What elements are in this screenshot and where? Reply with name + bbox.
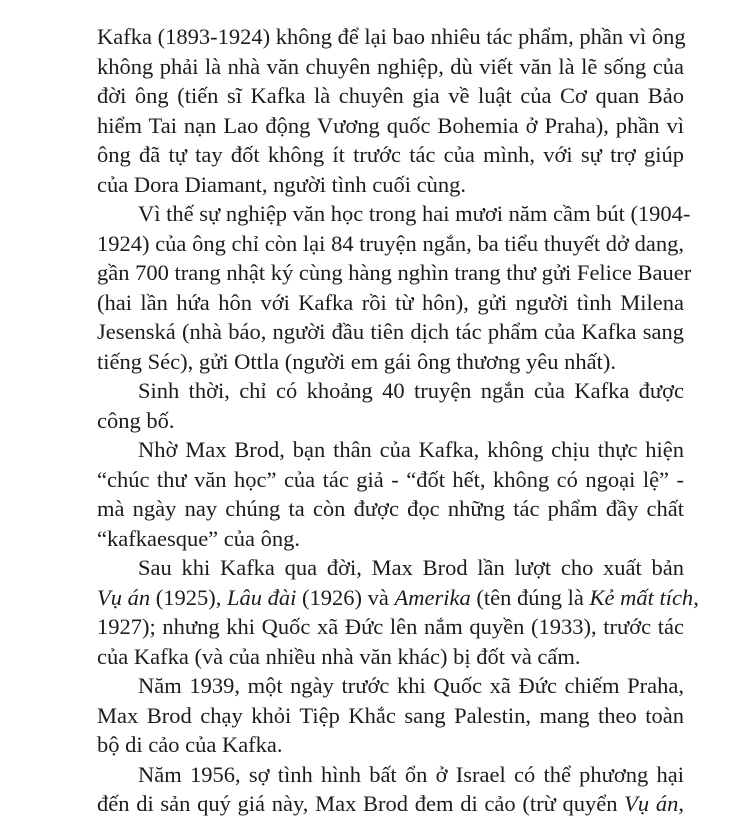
text-segment: của Kafka (và của nhiều nhà văn khác) bị đốt và cấm. xyxy=(97,643,581,669)
text-segment: “chúc thư văn học” của tác giả - “đốt hết, không có ngoại lệ” - xyxy=(97,466,684,492)
text-segment: tiếng Séc), gửi Ottla (người em gái ông thương yêu nhất). xyxy=(97,348,617,374)
paragraph xyxy=(97,199,692,376)
text-segment: (1925), xyxy=(150,584,227,610)
text-segment: ông đã tự tay đốt không ít trước tác của mình, với sự trợ giúp xyxy=(97,142,684,167)
text-segment: (tên đúng là xyxy=(470,584,590,610)
text-segment: không phải là nhà văn chuyên nghiệp, dù viết văn là lẽ sống của xyxy=(97,53,684,79)
text-line xyxy=(97,435,684,465)
paragraph xyxy=(97,376,684,435)
text-line xyxy=(97,465,684,495)
text-segment: Sau khi Kafka qua đời, Max Brod lần lượt cho xuất bản xyxy=(138,555,684,580)
text-line xyxy=(97,553,684,583)
text-line xyxy=(97,524,684,554)
text-segment: đến di sản quý giá này, Max Brod đem di cảo (trừ quyển xyxy=(97,791,625,816)
text-segment: của Dora Diamant, người tình cuối cùng. xyxy=(97,171,466,197)
text-line xyxy=(97,760,684,790)
text-segment: Năm 1956, sợ tình hình bất ổn ở Israel có thể phương hại xyxy=(138,761,684,787)
document-page xyxy=(97,22,699,819)
text-segment: Vì thế sự nghiệp văn học trong hai mươi năm cầm bút (1904- xyxy=(138,201,691,226)
text-segment: 1924) của ông chỉ còn lại 84 truyện ngắn, ba tiểu thuyết dở dang, xyxy=(97,230,684,256)
text-line xyxy=(97,170,684,200)
text-line xyxy=(97,111,684,141)
paragraph xyxy=(97,553,699,671)
text-line xyxy=(97,22,684,52)
text-segment: gần 700 trang nhật ký cùng hàng nghìn trang thư gửi Felice Bauer xyxy=(97,260,692,285)
italic-title-text: Vụ án xyxy=(97,584,151,610)
text-line xyxy=(97,258,692,288)
text-segment: (1926) và xyxy=(296,584,395,610)
text-segment: bộ di cảo của Kafka. xyxy=(97,732,283,757)
text-segment: công bố. xyxy=(97,407,175,433)
text-line xyxy=(97,789,684,819)
text-line xyxy=(97,199,691,229)
text-segment: , xyxy=(693,584,699,610)
text-line xyxy=(97,288,684,318)
text-segment: đời ông (tiến sĩ Kafka là chuyên gia về luật của Cơ quan Bảo xyxy=(97,83,684,108)
text-line xyxy=(97,671,684,701)
italic-title-text: Kẻ mất tích xyxy=(589,584,694,610)
text-line xyxy=(97,406,684,436)
text-segment: Nhờ Max Brod, bạn thân của Kafka, không chịu thực hiện xyxy=(138,437,684,462)
text-line xyxy=(97,583,699,613)
paragraph xyxy=(97,671,684,760)
text-line xyxy=(97,701,684,731)
text-line xyxy=(97,376,684,406)
text-line xyxy=(97,642,684,672)
text-line xyxy=(97,730,684,760)
italic-title-text: Amerika xyxy=(394,584,471,610)
text-line xyxy=(97,140,684,170)
text-line xyxy=(97,612,684,642)
text-segment: (hai lần hứa hôn với Kafka rồi từ hôn), gửi người tình Milena xyxy=(97,289,684,315)
text-line xyxy=(97,494,684,524)
text-segment: Kafka (1893-1924) không để lại bao nhiêu tác phẩm, phần vì ông xyxy=(97,24,686,49)
text-line xyxy=(97,52,684,82)
italic-title-text: Vụ án xyxy=(624,791,679,816)
text-line xyxy=(97,347,684,377)
text-segment: , xyxy=(678,791,684,816)
text-segment: Sinh thời, chỉ có khoảng 40 truyện ngắn của Kafka được xyxy=(138,378,684,403)
text-line xyxy=(97,229,684,259)
text-segment: Năm 1939, một ngày trước khi Quốc xã Đức chiếm Praha, xyxy=(138,673,684,698)
text-segment: Max Brod chạy khỏi Tiệp Khắc sang Palestin, mang theo toàn xyxy=(97,702,684,728)
text-segment: hiểm Tai nạn Lao động Vương quốc Bohemia ở Praha), phần vì xyxy=(97,112,684,138)
text-line xyxy=(97,81,684,111)
text-segment: mà ngày nay chúng ta còn được đọc những tác phẩm đầy chất xyxy=(97,496,684,521)
text-segment: “kafkaesque” của ông. xyxy=(97,525,301,551)
text-segment: 1927); nhưng khi Quốc xã Đức lên nắm quyền (1933), trước tác xyxy=(97,614,684,639)
text-segment: Jesenská (nhà báo, người đầu tiên dịch tác phẩm của Kafka sang xyxy=(97,319,684,344)
italic-title-text: Lâu đài xyxy=(227,584,297,610)
paragraph xyxy=(97,760,684,819)
text-line xyxy=(97,317,684,347)
paragraph xyxy=(97,22,684,199)
paragraph xyxy=(97,435,684,553)
